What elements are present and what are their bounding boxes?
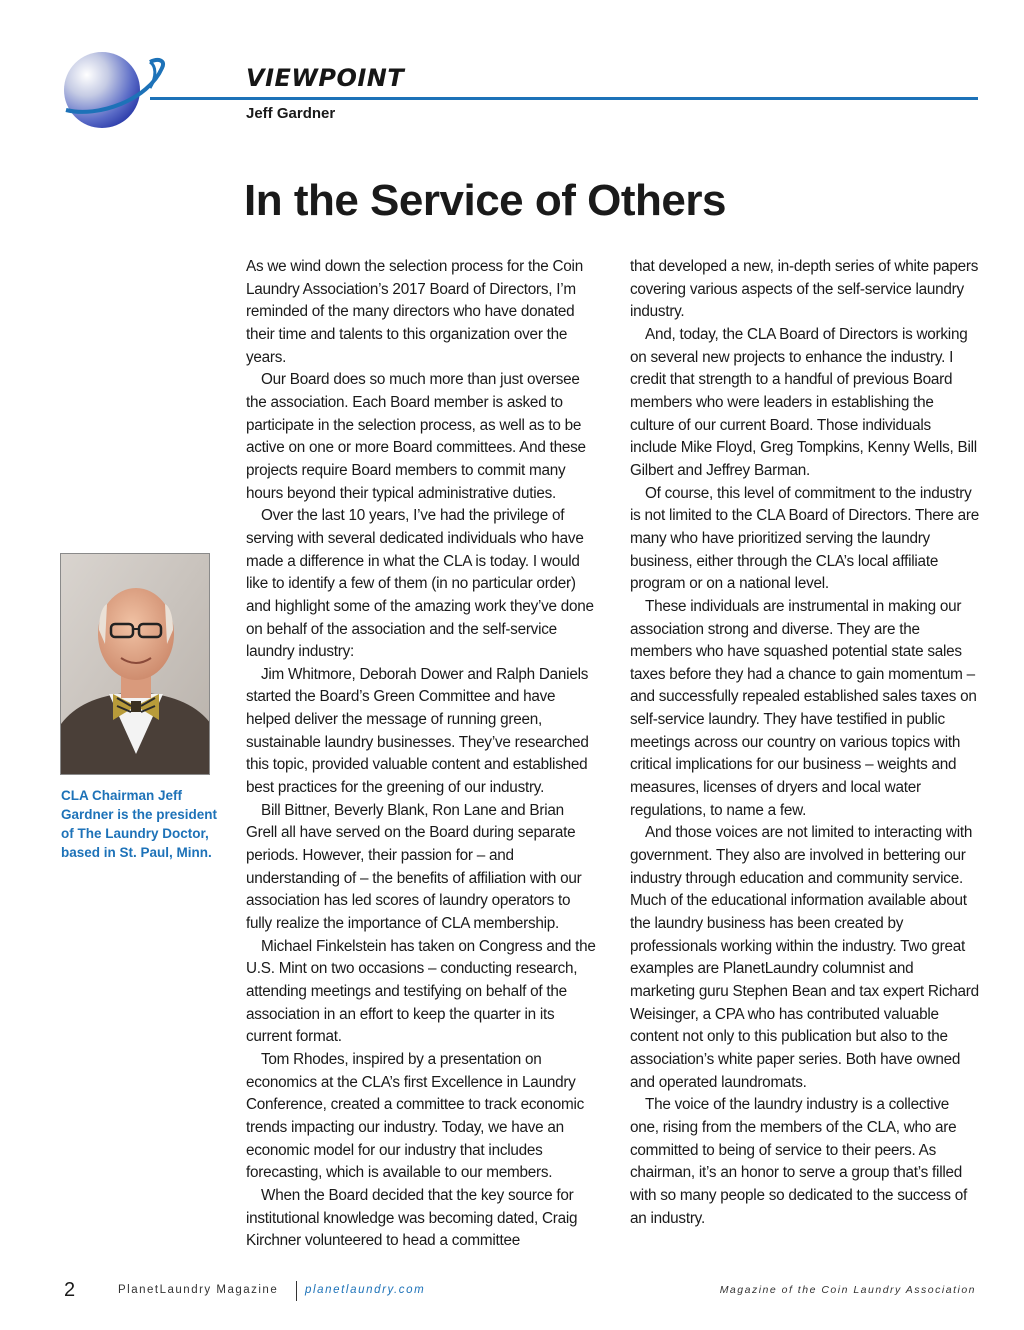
paragraph: Jim Whitmore, Deborah Dower and Ralph Daniels started the Board’s Green Committee and have helped deliver the message of running green, sustainable laundry businesses. They’ve researched this topic, provided valuable content and established best practices for the greening of our industry. xyxy=(246,665,589,797)
globe-logo-icon xyxy=(58,48,170,132)
paragraph: These individuals are instrumental in making our association strong and diverse. They are the members who have squashed potential state sales taxes before they had a chance to gain momentum – and successfully repealed established sales taxes on self-service laundry. They have testified in public meetings across our country on various topics with critical implications for our business – weights and measures, licenses of dryers and local water regulations, to name a few. xyxy=(630,597,977,819)
paragraph: And, today, the CLA Board of Directors is working on several new projects to enhance the industry. I credit that strength to a handful of previous Board members who were leaders in establishing the culture of our current Board. Those individuals include Mike Floyd, Greg Tompkins, Kenny Wells, Bill Gilbert and Jeffrey Barman. xyxy=(630,325,977,479)
paragraph: Of course, this level of commitment to the industry is not limited to the CLA Board of Directors. There are many who have prioritized serving the laundry business, either through the CLA’s local affiliate program or on a national level. xyxy=(630,484,980,593)
paragraph: Bill Bittner, Beverly Blank, Ron Lane and Brian Grell all have served on the Board during separate periods. However, their passion for – and understanding of – the benefits of affiliation with our association has led scores of laundry operators to fully realize the importance of CLA membership. xyxy=(246,801,582,933)
association-tagline: Magazine of the Coin Laundry Association xyxy=(719,1284,976,1296)
article-column-1 xyxy=(246,256,596,1253)
paragraph: Tom Rhodes, inspired by a presentation on economics at the CLA’s first Excellence in Laundry Conference, created a committee to track economic trends impacting our industry. Today, we have an economic model for our industry that includes forecasting, which is available to our members. xyxy=(246,1050,585,1182)
section-title: VIEWPOINT xyxy=(246,64,405,92)
paragraph: As we wind down the selection process for the Coin Laundry Association’s 2017 Board of Directors, I’m reminded of the many directors who have donated their time and talents to this organization over the years. xyxy=(246,258,583,366)
magazine-name: PlanetLaundry Magazine xyxy=(118,1284,279,1296)
paragraph: And those voices are not limited to interacting with government. They also are involved in bettering our industry through education and community service. Much of the educational information available about the laundry business has been created by professionals working within the industry. Two great examples are PlanetLaundry columnist and marketing guru Stephen Bean and tax expert Richard Weisinger, a CPA who has contributed valuable content not only to this publication but also to the association’s white paper series. Both have owned and operated laundromats. xyxy=(630,824,979,1091)
paragraph: When the Board decided that the key source for institutional knowledge was becoming dated, Craig Kirchner volunteered to head a committee xyxy=(246,1186,578,1250)
website-link[interactable]: planetlaundry.com xyxy=(305,1284,426,1296)
header-rule xyxy=(150,97,978,100)
paragraph: The voice of the laundry industry is a collective one, rising from the members of the CLA, who are committed to being of service to their peers. As chairman, it’s an honor to serve a group that’s filled with so many people so dedicated to the success of an industry. xyxy=(630,1096,967,1227)
paragraph: Over the last 10 years, I’ve had the privilege of serving with several dedicated individuals who have made a difference in what the CLA is today. I would like to identify a few of them (in no particular order) and highlight some of the amazing work they’ve done on behalf of the association and the self-service laundry industry: xyxy=(246,507,594,661)
page-number: 2 xyxy=(64,1279,76,1301)
paragraph: Michael Finkelstein has taken on Congress and the U.S. Mint on two occasions – conducting research, attending meetings and testifying on behalf of the association in an effort to keep the quarter in its current format. xyxy=(246,937,596,1046)
footer-divider xyxy=(296,1281,297,1301)
article-column-2 xyxy=(630,256,980,1230)
photo-caption: CLA Chairman Jeff Gardner is the president of The Laundry Doctor, based in St. Paul, Minn. xyxy=(61,788,218,860)
author-byline: Jeff Gardner xyxy=(246,105,336,122)
paragraph: that developed a new, in-depth series of white papers covering various aspects of the self-service laundry industry. xyxy=(630,258,979,321)
article-title: In the Service of Others xyxy=(244,176,726,225)
paragraph: Our Board does so much more than just oversee the association. Each Board member is asked to participate in the selection process, as well as to be active on one or more Board committees. And these projects require Board members to commit many hours beyond their typical administrative duties. xyxy=(246,371,586,502)
author-photo xyxy=(60,553,210,775)
